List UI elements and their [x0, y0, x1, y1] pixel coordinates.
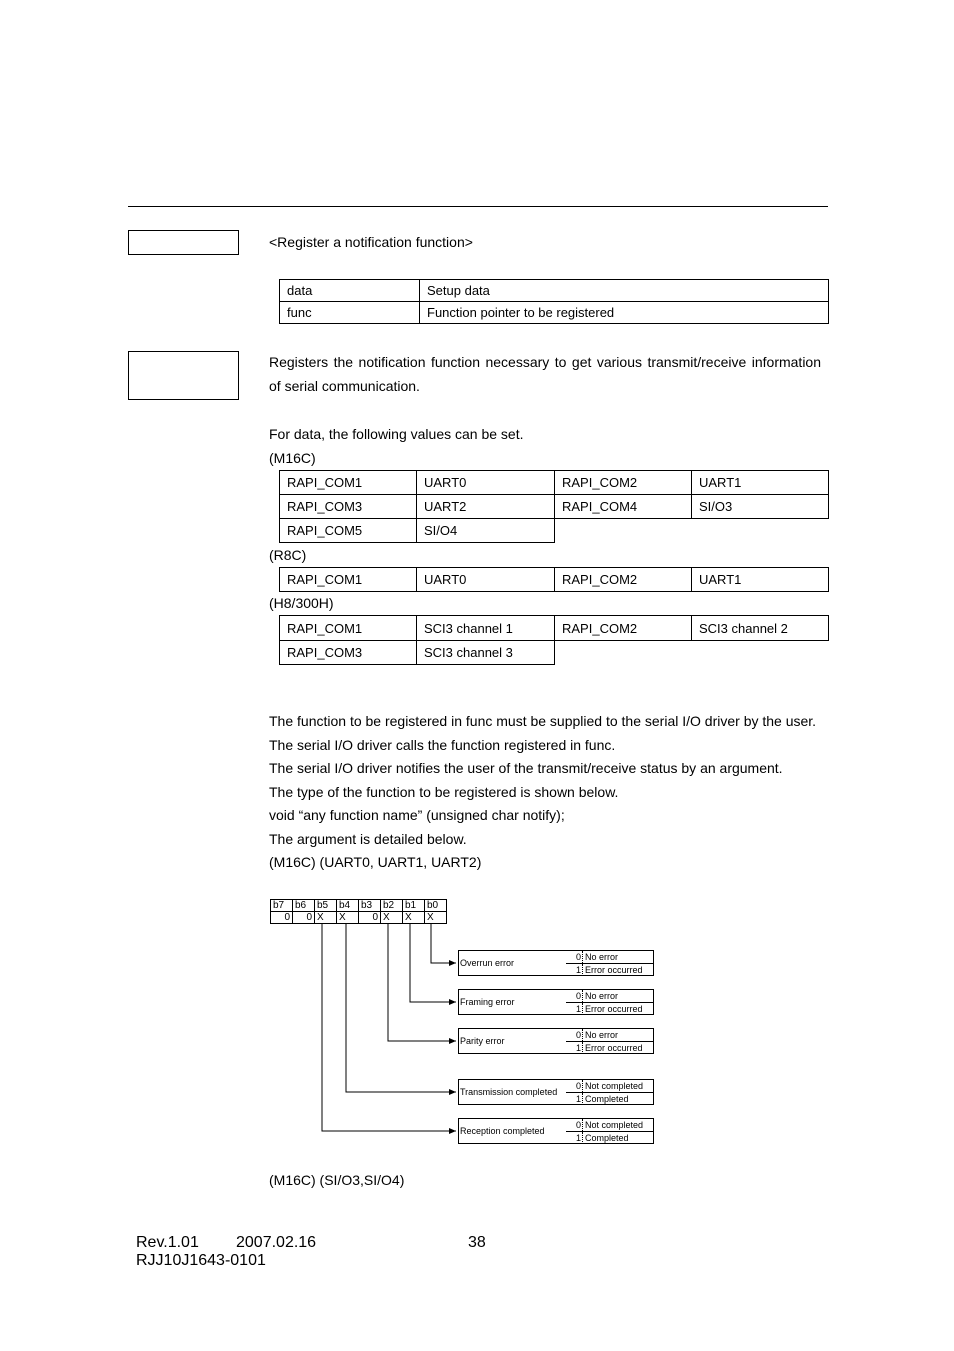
field-option [566, 1132, 653, 1144]
table-cell: RAPI_COM1 [280, 568, 417, 592]
func-line: The serial I/O driver calls the function registered in func. [269, 736, 616, 753]
field-option [566, 1119, 653, 1132]
table-cell: RAPI_COM2 [555, 616, 692, 641]
table-cell: RAPI_COM2 [555, 568, 692, 592]
func-line: The serial I/O driver notifies the user of the transmit/receive status by an argument. [269, 760, 783, 776]
field-name: Framing error [460, 997, 515, 1007]
field-name: Transmission completed [460, 1087, 558, 1097]
bit-value: 0 [271, 912, 293, 924]
option-value: 0 [566, 951, 583, 963]
option-label: Not completed [585, 1120, 644, 1130]
field-name: Parity error [460, 1036, 505, 1046]
table-cell: RAPI_COM1 [280, 471, 417, 495]
arg-desc: Setup data [420, 280, 829, 302]
footer-rev: Rev.1.01 [136, 1234, 199, 1251]
bit-name: b2 [381, 900, 403, 912]
field-option [566, 951, 653, 964]
option-label: No error [585, 991, 619, 1001]
option-value: 0 [566, 1119, 583, 1131]
field-reception-completed [458, 1118, 654, 1144]
bit-name: b0 [425, 900, 447, 912]
bit-name: b4 [337, 900, 359, 912]
bit-name: b6 [293, 900, 315, 912]
table-cell: RAPI_COM3 [280, 641, 417, 665]
diagram-label: (M16C) (UART0, UART1, UART2) [269, 854, 482, 870]
arg-name: func [280, 302, 420, 324]
field-transmission-completed [458, 1079, 654, 1105]
table-cell: RAPI_COM4 [555, 495, 692, 519]
r8c-label: (R8C) [269, 547, 307, 563]
option-value: 1 [566, 1003, 583, 1015]
footer-date: 2007.02.16 [236, 1234, 317, 1251]
func-line: The function to be registered in func must be supplied to the serial I/O driver by the user. [269, 713, 817, 729]
field-option [566, 964, 653, 976]
bit-name: b3 [359, 900, 381, 912]
table-cell: RAPI_COM2 [555, 471, 692, 495]
bit-name: b7 [271, 900, 293, 912]
option-value: 1 [566, 1042, 583, 1054]
func-line: The type of the function to be registered is shown below. [269, 783, 619, 800]
page-title: <Register a notification function> [269, 234, 473, 250]
bit-value: X [381, 912, 403, 924]
option-label: Error occurred [585, 1043, 643, 1053]
table-cell: SI/O3 [692, 495, 829, 519]
table-cell: SI/O4 [417, 519, 555, 543]
func-prototype: void “any function name” (unsigned char notify); [269, 807, 565, 823]
h8-label: (H8/300H) [269, 595, 334, 611]
bit-value: 0 [293, 912, 315, 924]
option-value: 0 [566, 990, 583, 1002]
option-value: 1 [566, 1132, 583, 1144]
bit-value: X [403, 912, 425, 924]
connector-b5 [322, 924, 456, 1131]
field-overrun-error [458, 950, 654, 976]
table-cell: SCI3 channel 2 [692, 616, 829, 641]
option-value: 1 [566, 1093, 583, 1105]
option-label: No error [585, 952, 619, 962]
option-label: Error occurred [585, 965, 643, 975]
table-cell: RAPI_COM1 [280, 616, 417, 641]
option-label: Not completed [585, 1081, 644, 1091]
option-value: 1 [566, 964, 583, 976]
m16c-label: (M16C) [269, 450, 316, 466]
table-cell: SCI3 channel 3 [417, 641, 555, 665]
bit-value: X [337, 912, 359, 924]
field-name: Reception completed [460, 1126, 545, 1136]
bit-name: b5 [315, 900, 337, 912]
field-option [566, 1042, 653, 1054]
bit-value: X [425, 912, 447, 924]
bit-value: 0 [359, 912, 381, 924]
page-number: 38 [468, 1234, 486, 1251]
option-label: No error [585, 1030, 619, 1040]
field-name: Overrun error [460, 958, 515, 968]
field-option [566, 990, 653, 1003]
connector-b0 [431, 924, 456, 963]
values-intro: For data, the following values can be set. [269, 426, 524, 442]
table-cell: SCI3 channel 1 [417, 616, 555, 641]
table-cell: RAPI_COM3 [280, 495, 417, 519]
field-option [566, 1093, 653, 1105]
table-cell: RAPI_COM5 [280, 519, 417, 543]
arg-name: data [280, 280, 420, 302]
arg-desc: Function pointer to be registered [420, 302, 829, 324]
table-cell: UART0 [417, 471, 555, 495]
field-framing-error [458, 989, 654, 1015]
connector-b4 [346, 924, 456, 1092]
field-option [566, 1080, 653, 1093]
option-label: Error occurred [585, 1004, 643, 1014]
bit-value: X [315, 912, 337, 924]
option-value: 0 [566, 1080, 583, 1092]
option-label: Completed [585, 1133, 629, 1143]
option-label: Completed [585, 1094, 629, 1104]
description-paragraph: Registers the notification function necessary to get various transmit/receive information of serial communication. [269, 354, 821, 394]
field-option [566, 1029, 653, 1042]
si-label: (M16C) (SI/O3,SI/O4) [269, 1172, 405, 1188]
table-cell: UART1 [692, 471, 829, 495]
bit-name: b1 [403, 900, 425, 912]
field-option [566, 1003, 653, 1015]
func-line: The argument is detailed below. [269, 830, 467, 847]
table-cell: UART0 [417, 568, 555, 592]
table-cell: UART2 [417, 495, 555, 519]
table-cell: UART1 [692, 568, 829, 592]
footer-doc-id: RJJ10J1643-0101 [136, 1252, 266, 1269]
field-parity-error [458, 1028, 654, 1054]
option-value: 0 [566, 1029, 583, 1041]
connector-b2 [388, 924, 456, 1041]
